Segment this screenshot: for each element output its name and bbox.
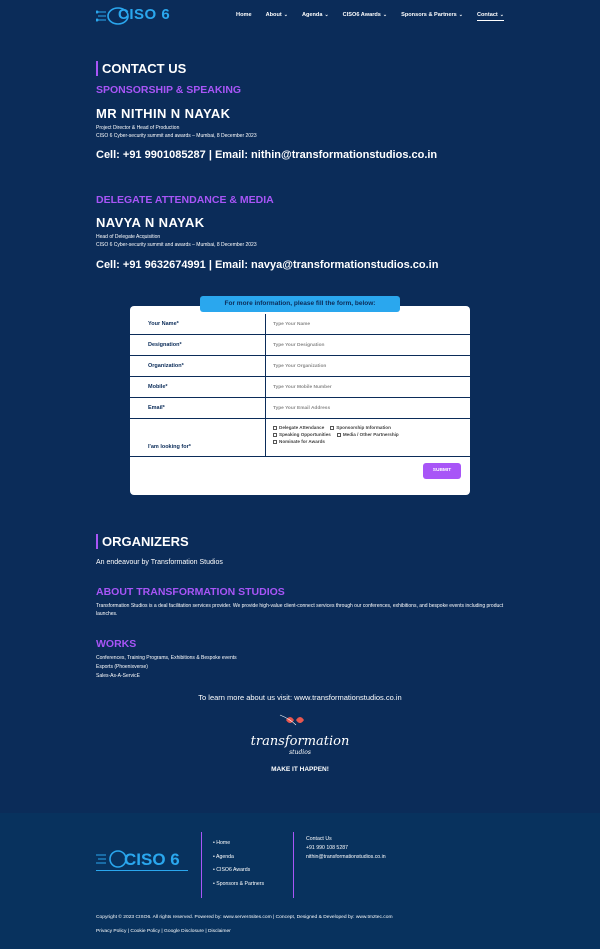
sponsorship-event: CISO 6 Cyber-security summit and awards – Mumbai, 8 December 2023 — [96, 133, 257, 139]
checkbox-icon — [337, 433, 341, 437]
site-footer — [0, 813, 600, 949]
works-heading: WORKS — [96, 638, 137, 650]
checkbox-icon — [330, 426, 334, 430]
about-text: Transformation Studios is a deal facilitation services provider. We provide high-value client-connect services through our conferences, exhibitions, and bespoke events including product launches. — [96, 603, 504, 617]
sponsorship-role: Project Director & Head of Production — [96, 125, 180, 131]
form-row-name — [130, 314, 470, 335]
delegate-heading: DELEGATE ATTENDANCE & MEDIA — [96, 194, 274, 206]
works-item: Conferences, Training Programs, Exhibitions & Bespoke events — [96, 655, 237, 661]
email-input[interactable]: Type Your Email Address — [273, 405, 331, 411]
form-row-looking-for — [130, 419, 470, 457]
field-label: I'am looking for* — [130, 419, 266, 456]
site-header — [0, 0, 600, 32]
field-label: Mobile* — [130, 377, 266, 397]
ts-logo-word: transformation — [250, 734, 350, 749]
footer-divider — [201, 832, 202, 898]
designation-input[interactable]: Type Your Designation — [273, 342, 325, 348]
option-speaking[interactable]: Speaking Opportunities — [273, 432, 331, 437]
submit-button[interactable]: SUBMIT — [423, 463, 461, 479]
chevron-down-icon: ⌄ — [382, 12, 388, 18]
nav-agenda[interactable]: Agenda ⌄ — [301, 12, 329, 18]
footer-contact-heading: Contact Us — [306, 836, 332, 842]
delegate-contact-line[interactable]: Cell: +91 9632674991 | Email: navya@transformationstudios.co.in — [96, 259, 439, 271]
organizers-subtitle: An endeavour by Transformation Studios — [96, 559, 223, 566]
chevron-down-icon: ⌄ — [458, 12, 463, 18]
option-sponsorship[interactable]: Sponsorship Information — [330, 425, 391, 430]
ts-logo-sub: studios — [289, 749, 311, 756]
footer-link-agenda[interactable]: • Agenda — [213, 854, 234, 860]
delegate-role: Head of Delegate Acquisition — [96, 234, 161, 240]
footer-ciso6-logo[interactable] — [96, 848, 126, 870]
delegate-event: CISO 6 Cyber-security summit and awards – Mumbai, 8 December 2023 — [96, 242, 257, 248]
works-item: Esports (Phoenixverse) — [96, 664, 148, 670]
sponsorship-contact-line[interactable]: Cell: +91 9901085287 | Email: nithin@transformationstudios.co.in — [96, 149, 438, 161]
checkbox-icon — [273, 440, 277, 444]
field-label: Email* — [130, 398, 266, 418]
field-label: Designation* — [130, 335, 266, 355]
organizers-title: ORGANIZERS — [96, 534, 189, 549]
field-label: Your Name* — [130, 314, 266, 334]
nav-sponsors[interactable]: Sponsors & Partners ⌄ — [401, 12, 463, 18]
option-media-partnership[interactable]: Media / Other Partnership — [337, 432, 399, 437]
nav-about[interactable]: About ⌄ — [265, 12, 288, 18]
option-nominate-awards[interactable]: Nominate for Awards — [273, 439, 325, 444]
footer-logo-text: CISO 6 — [124, 850, 180, 869]
option-delegate-attendance[interactable]: Delegate Attendance — [273, 425, 324, 430]
footer-copyright: Copyright © 2023 CISO6. All rights reserved. Powered by: www.server4sites.com | Concept, Designed & Developed by: www.tmztec.com — [96, 915, 393, 920]
form-row-email — [130, 398, 470, 419]
footer-link-home[interactable]: • Home — [213, 840, 231, 846]
mobile-input[interactable]: Type Your Mobile Number — [273, 384, 332, 390]
tagline: MAKE IT HAPPEN! — [271, 766, 329, 773]
footer-link-sponsors[interactable]: • Sponsors & Partners — [213, 881, 265, 887]
contact-title: CONTACT US — [96, 61, 186, 76]
organization-input[interactable]: Type Your Organization — [273, 363, 327, 369]
learn-more-link[interactable]: To learn more about us visit: www.transformationstudios.co.in — [198, 693, 402, 702]
footer-phone[interactable]: +91 990 108 5287 — [306, 845, 348, 851]
footer-logo-underline — [96, 870, 188, 871]
field-label: Organization* — [130, 356, 266, 376]
main-nav — [236, 12, 504, 21]
checkbox-icon — [273, 433, 277, 437]
delegate-contact-name: NAVYA N NAYAK — [96, 215, 205, 230]
nav-contact[interactable]: Contact ⌄ — [477, 12, 504, 21]
sponsorship-heading: SPONSORSHIP & SPEAKING — [96, 84, 242, 96]
chevron-down-icon: ⌄ — [283, 12, 288, 18]
interest-checkboxes — [266, 419, 470, 456]
footer-link-awards[interactable]: • CISO6 Awards — [213, 867, 251, 873]
name-input[interactable]: Type Your Name — [273, 321, 311, 327]
form-row-mobile — [130, 377, 470, 398]
sponsorship-contact-name: MR NITHIN N NAYAK — [96, 106, 231, 121]
footer-email[interactable]: nithin@transformationstudios.co.in — [306, 854, 386, 860]
logo-text[interactable]: CISO 6 — [118, 6, 171, 23]
nav-awards[interactable]: CISO6 Awards ⌄ — [342, 12, 388, 18]
form-row-designation — [130, 335, 470, 356]
footer-divider — [293, 832, 294, 898]
about-heading: ABOUT TRANSFORMATION STUDIOS — [96, 586, 285, 598]
form-row-organization — [130, 356, 470, 377]
footer-legal-links[interactable]: Privacy Policy | Cookie Policy | Google Disclosure | Disclaimer — [96, 929, 231, 934]
chevron-down-icon: ⌄ — [499, 12, 504, 18]
works-item: Sales-As-A-ServicE — [96, 673, 140, 679]
checkbox-icon — [273, 426, 277, 430]
nav-home[interactable]: Home — [236, 12, 252, 18]
chevron-down-icon: ⌄ — [324, 12, 329, 18]
form-banner: For more information, please fill the form, below: — [200, 296, 400, 312]
